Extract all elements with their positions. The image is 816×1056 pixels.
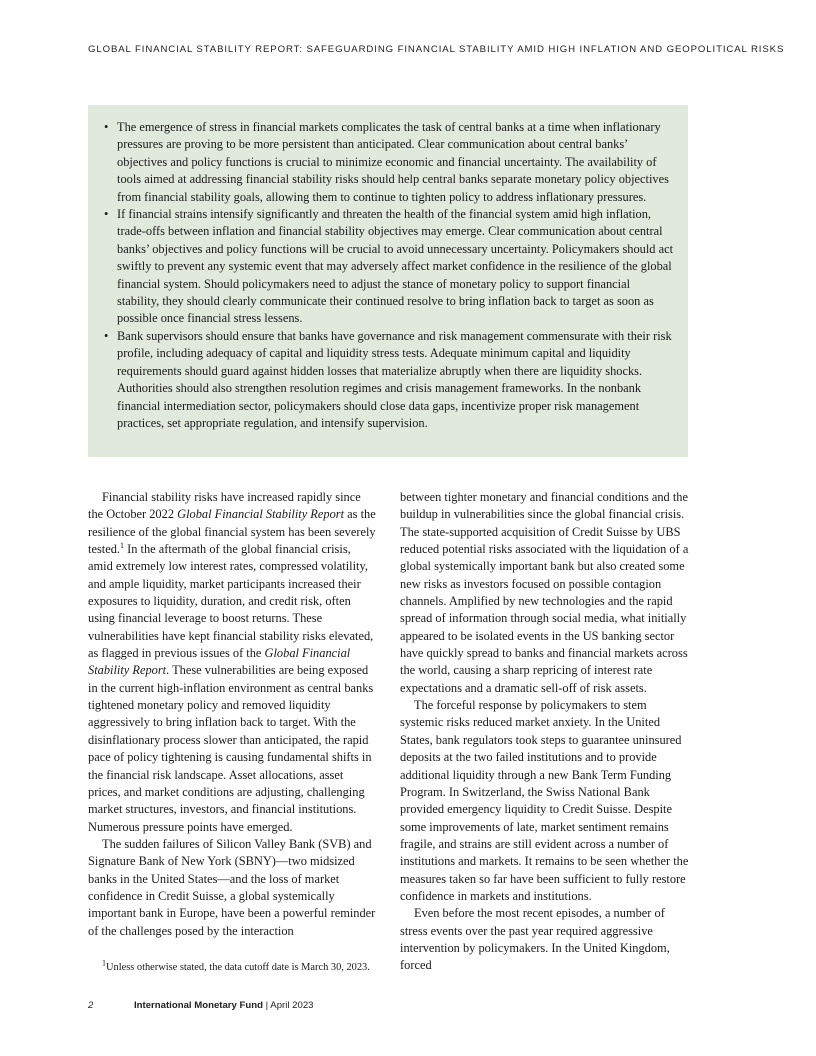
bullet-item: • If financial strains intensify significantly and threaten the health of the financial system amid high inflation, trade-offs between inflation and financial stability objectives may emerge. Clear communication about central banks’ objectives and policy functions will be crucial to avoid unnecessary uncertainty. Policymakers should act swiftly to prevent any systemic event that may adversely affect market confidence in the resilience of the global financial system. Should policymakers need to adjust the stance of monetary policy to support financial stability, they should clearly communicate their continued resolve to bring inflation back to target as soon as possible once financial stress lessens. (117, 206, 674, 328)
body-paragraph-continued: between tighter monetary and financial conditions and the buildup in vulnerabilities since the global financial crisis. The state-supported acquisition of Credit Suisse by UBS reduced potential risks associated with the liquidation of a global systemically important bank but also created some new risks as investors focused on possible contagion channels. Amplified by new technologies and the rapid spread of information through social media, what initially appeared to be isolated events in the US banking sector have quickly spread to banks and financial markets across the world, causing a sharp repricing of interest rate expectations and a dramatic sell-off of risk assets. (400, 490, 689, 695)
footer-organization: International Monetary Fund (134, 1000, 263, 1011)
bullet-item: • The emergence of stress in financial markets complicates the task of central banks at a time when inflationary pressures are proving to be more persistent than anticipated. Clear communication about central banks’ objectives and policy functions is crucial to minimize economic and financial uncertainty. The availability of tools aimed at addressing financial stability risks should help central banks separate monetary policy objectives from financial stability goals, allowing them to continue to tighten policy to address inflationary pressures. (117, 119, 674, 206)
page-footer (88, 1000, 314, 1011)
body-paragraph: The sudden failures of Silicon Valley Bank (SVB) and Signature Bank of New York (SBNY)—two midsized banks in the United States—and the loss of market confidence in Credit Suisse, a global systemically important bank in Europe, have been a powerful reminder of the challenges posed by the interaction (88, 836, 376, 938)
policy-recommendations-box (88, 105, 688, 457)
body-paragraph: Even before the most recent episodes, a number of stress events over the past year required aggressive intervention by policymakers. In the United Kingdom, forced (400, 906, 670, 973)
body-column-left (88, 489, 377, 940)
body-paragraph: The forceful response by policymakers to stem systemic risks reduced market anxiety. In the United States, bank regulators took steps to guarantee uninsured deposits at the two failed institutions and to provide additional liquidity through a new Bank Term Funding Program. In Switzerland, the Swiss National Bank provided emergency liquidity to Credit Suisse. Despite some improvements of late, market sentiment remains fragile, and strains are still evident across a number of institutions and markets. It remains to be seen whether the measures taken so far have been sufficient to fully restore confidence in markets and institutions. (400, 698, 689, 903)
body-column-right (400, 489, 689, 975)
footnote (88, 958, 377, 973)
body-paragraph: Financial stability risks have increased rapidly since the October 2022 Global Financial Stability Report as the resilience of the global financial system has been severely tested.$^1$ In the aftermath of the global financial crisis, amid extremely low interest rates, compressed volatility, and ample liquidity, market participants increased their exposures to liquidity, duration, and credit risk, often using financial leverage to boost returns. These vulnerabilities have kept financial stability risks elevated, as flagged in previous issues of the Global Financial Stability Report. These vulnerabilities are being exposed in the current high-inflation environment as central banks tightened monetary policy and removed liquidity aggressively to bring inflation back to target. With the disinflationary process slower than anticipated, the rapid pace of policy tightening is causing fundamental shifts in the financial risk landscape. Asset allocations, asset prices, and market conditions are adjusting, challenging market structures, investors, and financial institutions. Numerous pressure points have emerged. (88, 490, 376, 834)
footnote-reference: 1 (120, 540, 124, 550)
bullet-item: • Bank supervisors should ensure that banks have governance and risk management commensurate with their risk profile, including adequacy of capital and liquidity stress tests. Adequate minimum capital and liquidity requirements should guard against hidden losses that materialize abruptly when there are liquidity shocks. Authorities should also strengthen resolution regimes and crisis management frameworks. In the nonbank financial intermediation sector, policymakers should close data gaps, incentivize proper risk management practices, set appropriate regulation, and intensify supervision. (117, 328, 674, 432)
footer-separator: | (263, 1000, 271, 1011)
footnote-marker: 1 (102, 958, 106, 968)
bullet-list (102, 119, 674, 432)
footnote-text: Unless otherwise stated, the data cutoff date is March 30, 2023. (106, 962, 370, 973)
footer-date: April 2023 (270, 1000, 314, 1011)
report-title-italic: Global Financial Stability Report (88, 646, 351, 678)
running-header: GLOBAL FINANCIAL STABILITY REPORT: SAFEGUARDING FINANCIAL STABILITY AMID HIGH INFLATION AND GEOPOLITICAL RISKS (88, 44, 785, 55)
report-title-italic: Global Financial Stability Report (177, 507, 345, 522)
page-number: 2 (88, 1000, 94, 1011)
